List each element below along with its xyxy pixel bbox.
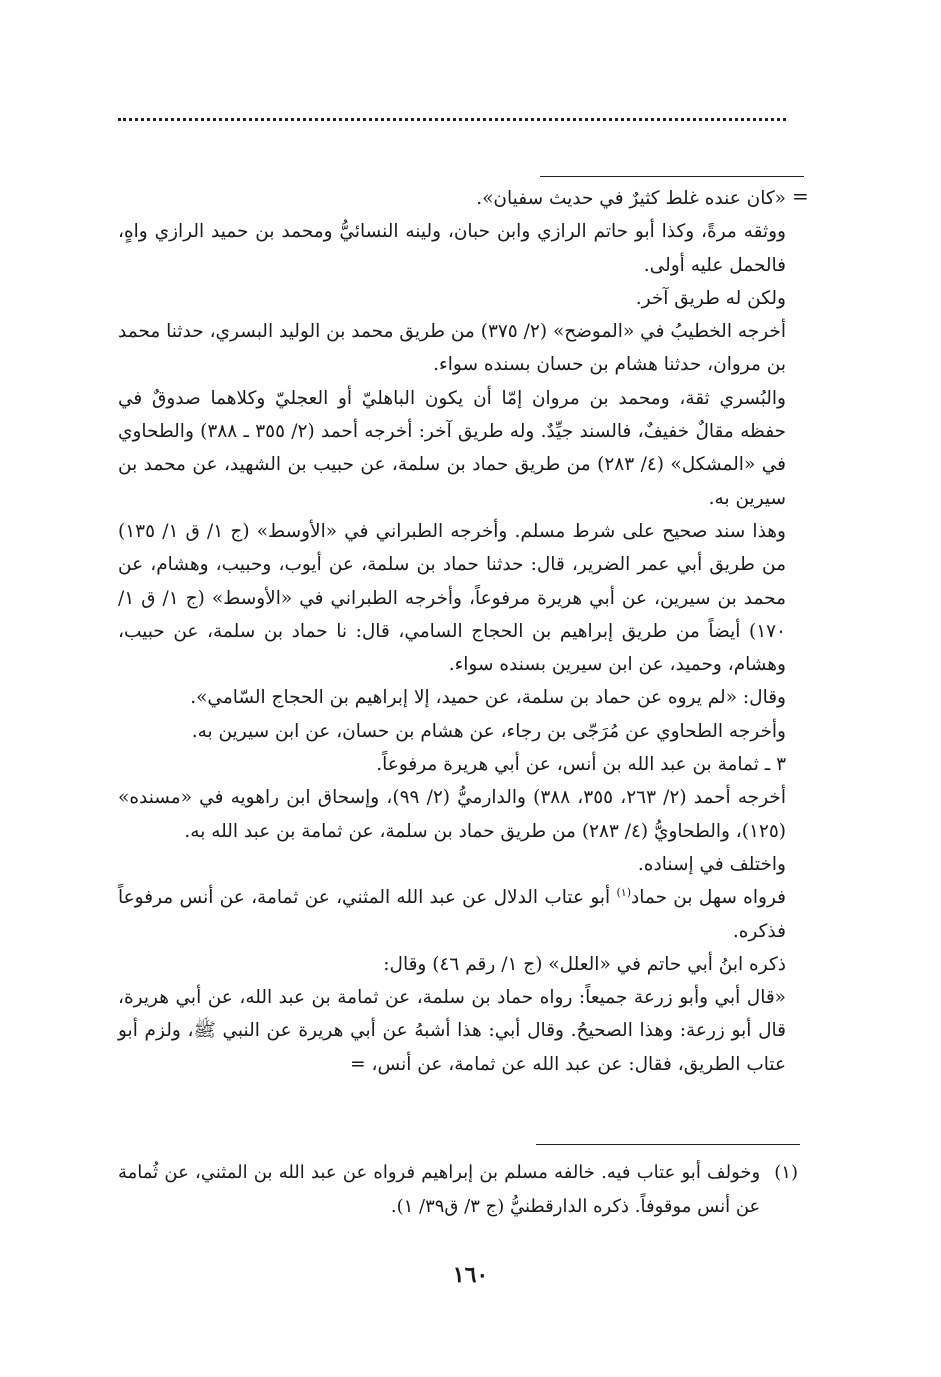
paragraph-start: فرواه سهل بن حماد (631, 887, 786, 909)
paragraph: أخرجه أحمد (٢/ ٢٦٣، ٣٥٥، ٣٨٨) والدارميُّ (٢/ ٩٩)، وإسحاق ابن راهويه في «مسنده» (١٢٥)، والطحاويُّ (٤/ ٢٨٣) من طريق حماد بن سلمة، عن ثمامة بن عبد الله به. (118, 787, 786, 842)
paragraph: ولكن له طريق آخر. (635, 287, 786, 309)
footnote-text: وخولف أبو عتاب فيه. خالفه مسلم بن إبراهيم فرواه عن عبد الله بن المثني، عن ثُمامة عن أنس موقوفاً. ذكره الدارقطنيُّ (ج ٣/ ق٣٩/ ١). (118, 1162, 761, 1217)
page-number: ١٦٠ (452, 1262, 489, 1288)
footnotes (118, 1156, 798, 1224)
continuation-mark: = (792, 184, 809, 208)
footnote (118, 1156, 798, 1224)
top-rule (540, 176, 804, 177)
paragraph: أخرجه الخطيبُ في «الموضح» (٢/ ٣٧٥) من طريق محمد بن الوليد البسري، حدثنا محمد بن مروان، حدثنا هشام بن حسان بسنده سواء. (118, 321, 786, 376)
paragraph: «قال أبي وأبو زرعة جميعاً: رواه حماد بن سلمة، عن ثمامة بن عبد الله، عن أبي هريرة، قال أبو زرعة: وهذا الصحيحُ. وقال أبي: هذا أشبهُ عن أبي هريرة عن النبي ﷺ، ولزم أبو عتاب الطريق، فقال: عن عبد الله عن ثمامة، عن أنس، = (118, 987, 786, 1075)
paragraph: وقال: «لم يروه عن حماد بن سلمة، عن حميد، إلا إبراهيم بن الحجاج السّامي». (190, 687, 786, 709)
main-text (118, 182, 786, 1081)
paragraph: والبُسري ثقة، ومحمد بن مروان إمّا أن يكون الباهليّ أو العجليّ وكلاهما صدوقٌ في حفظه مقالٌ خفيفٌ، فالسند جيِّدٌ. وله طريق آخر: أخرجه أحمد (٢/ ٣٥٥ ـ ٣٨٨) والطحاوي في «المشكل» (٤/ ٢٨٣) من طريق حماد بن سلمة، عن حبيب بن الشهيد، عن محمد بن سيرين به. (118, 387, 786, 509)
paragraph: وهذا سند صحيح على شرط مسلم. وأخرجه الطبراني في «الأوسط» (ج ١/ ق ١/ ١٣٥) من طريق أبي عمر الضرير، قال: حدثنا حماد بن سلمة، عن أيوب، وحبيب، وهشام، عن محمد بن سيرين، عن أبي هريرة مرفوعاً، وأخرجه الطبراني في «الأوسط» (ج ١/ ق ١/ ١٧٠) أيضاً من طريق إبراهيم بن الحجاج السامي، قال: نا حماد بن سلمة، عن حبيب، وهشام، وحميد، عن ابن سيرين بسنده سواء. (118, 520, 786, 676)
paragraph: «كان عنده غلط كثيرٌ في حديث سفيان». (476, 188, 786, 209)
footnote-rule (536, 1144, 800, 1145)
paragraph-with-footnote (118, 881, 786, 948)
paragraph: ذكره ابنُ أبي حاتم في «العلل» (ج ١/ رقم ٤٦) وقال: (383, 953, 786, 975)
paragraph-end: أبو عتاب الدلال عن عبد الله المثني، عن ثمامة، عن أنس مرفوعاً فذكره. (118, 887, 786, 942)
footnote-number: (١) (774, 1162, 798, 1183)
footnote-reference[interactable]: (١) (616, 886, 631, 900)
paragraph: وأخرجه الطحاوي عن مُرَجّى بن رجاء، عن هشام بن حسان، عن ابن سيرين به. (191, 720, 786, 742)
paragraph: ٣ ـ ثمامة بن عبد الله بن أنس، عن أبي هريرة مرفوعاً. (376, 754, 786, 776)
paragraph: واختلف في إسناده. (637, 853, 786, 875)
paragraph: ووثقه مرةً، وكذا أبو حاتم الرازي وابن حبان، ولينه النسائيُّ ومحمد بن حميد الرازي واهٍ، فالحمل عليه أولى. (118, 221, 786, 276)
dotted-separator (118, 118, 786, 121)
